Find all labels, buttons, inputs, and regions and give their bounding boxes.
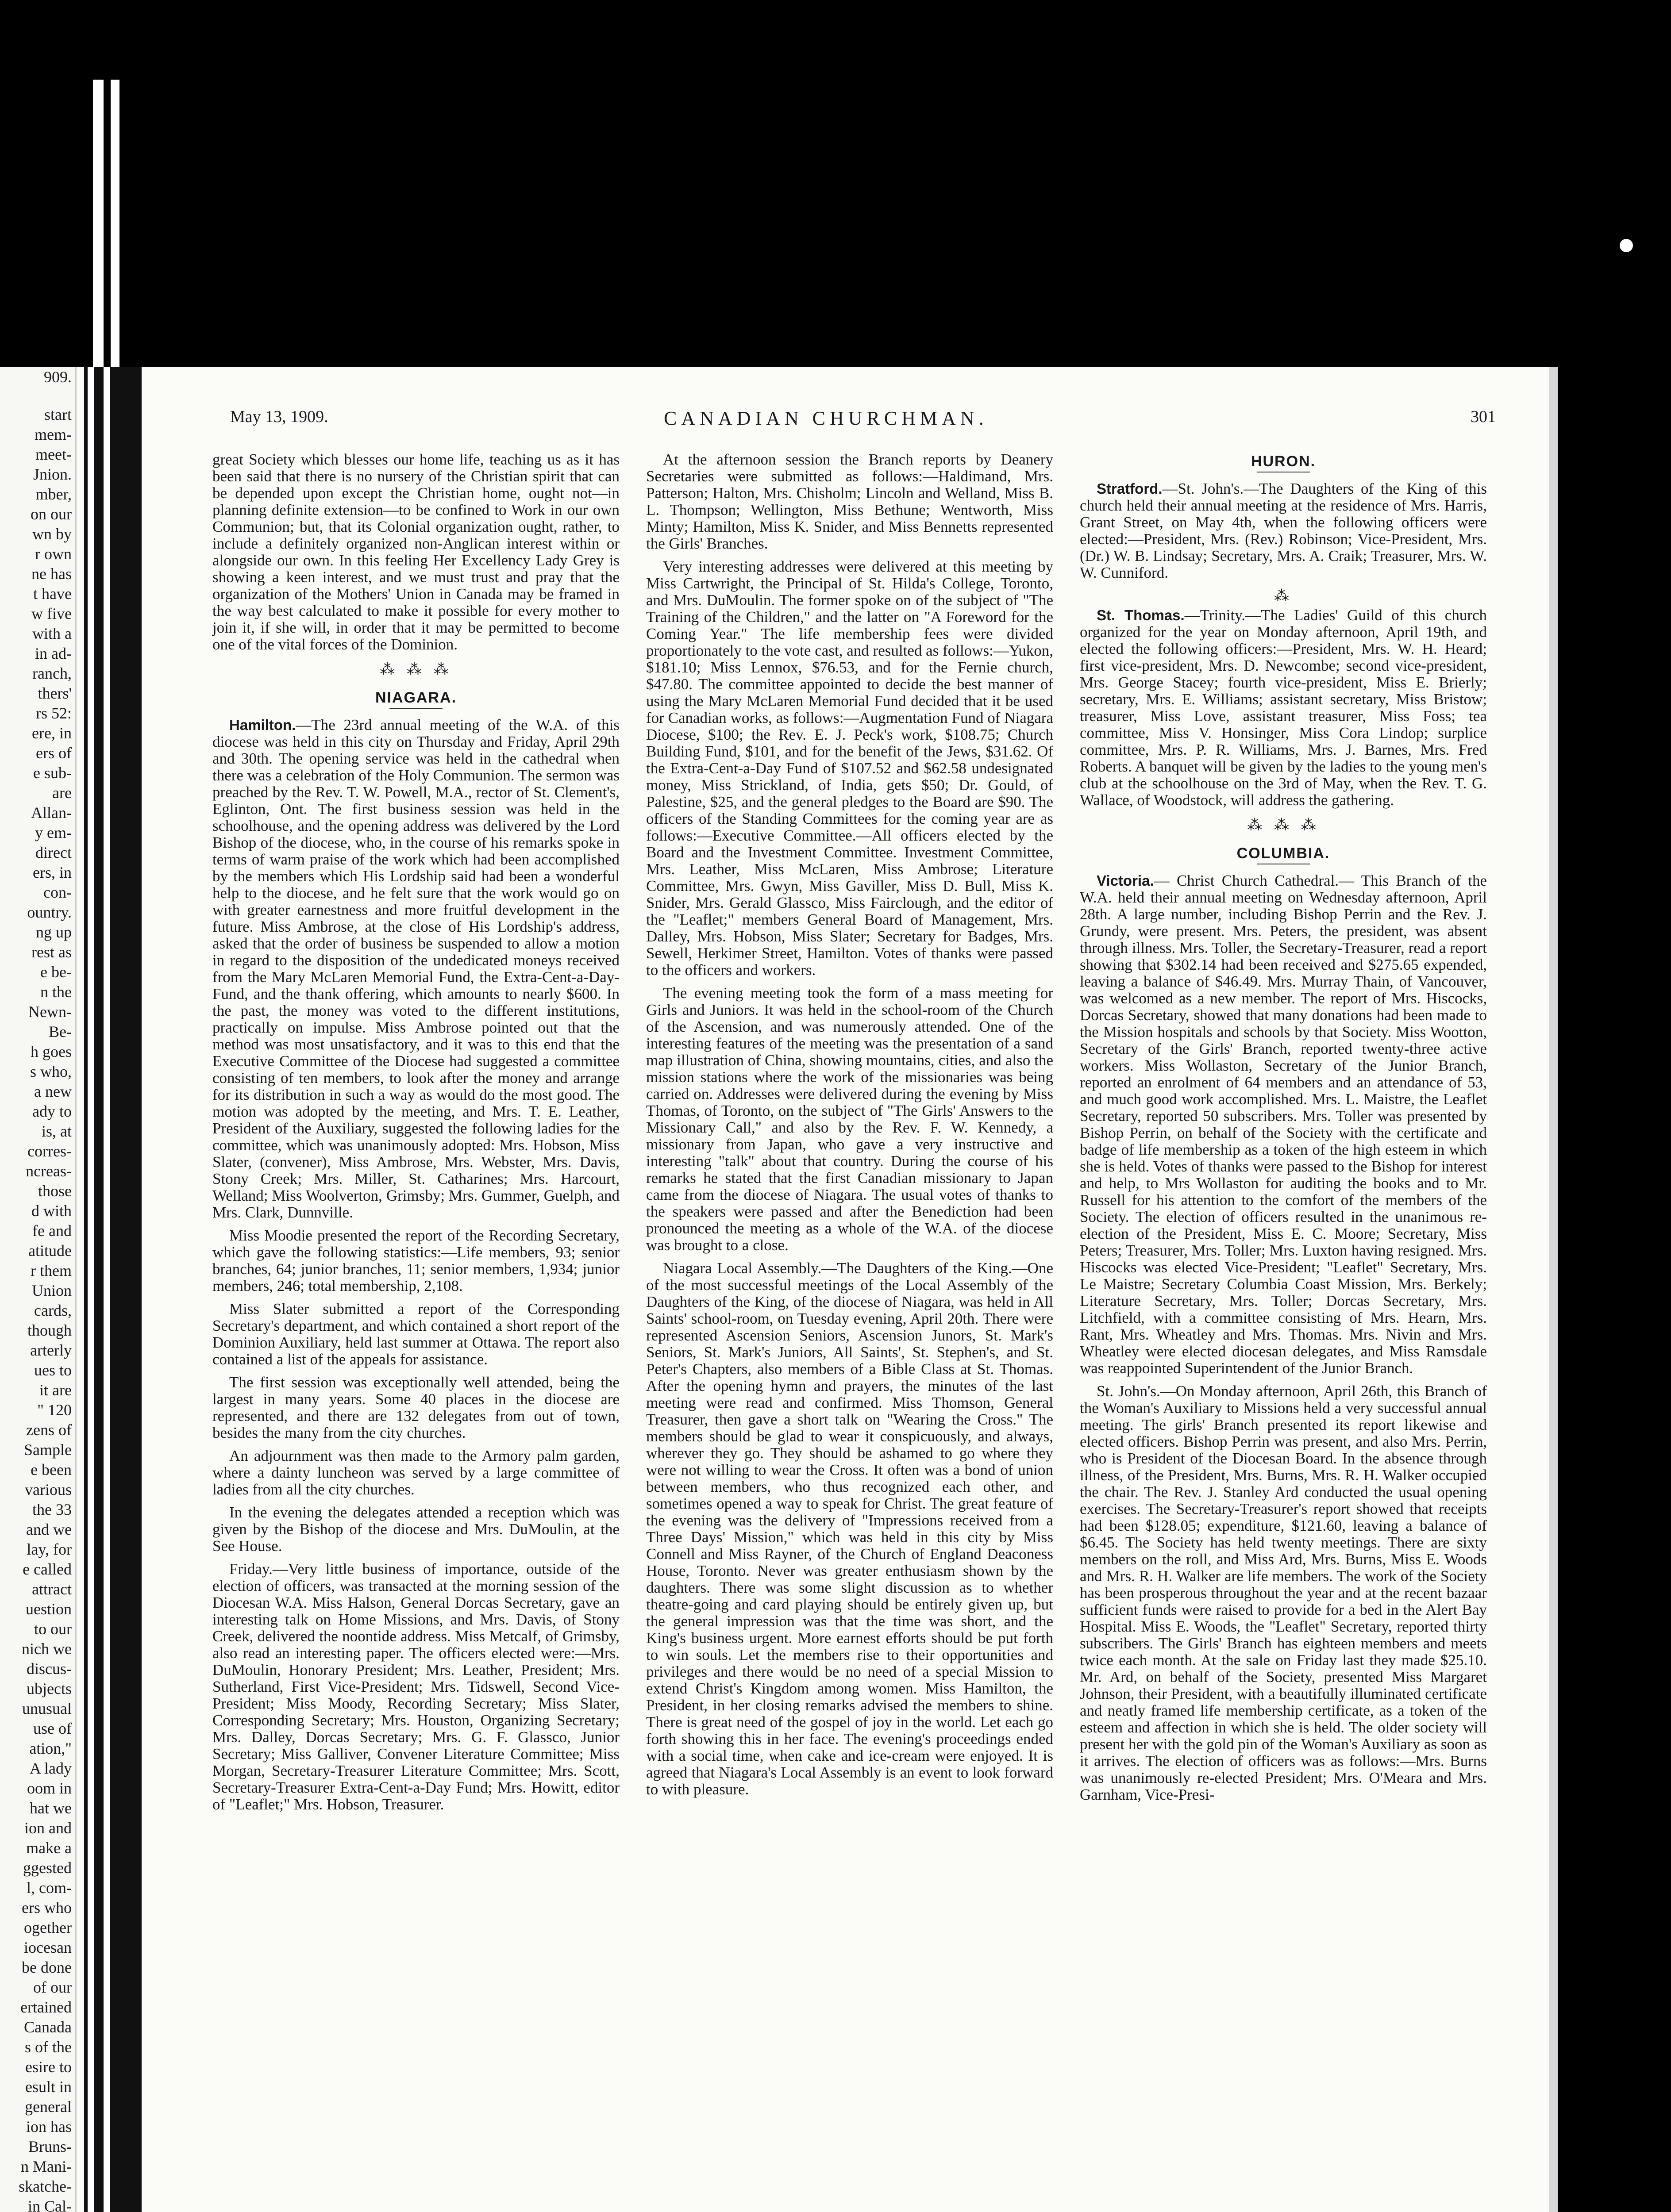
previous-page-line: is, at <box>42 1122 72 1140</box>
evening-meeting-paragraph: The evening meeting took the form of a mass meeting for Girls and Juniors. It was held in the school-room of the Church of the Ascension, and was numerously attended. One of the interesting features of the meeting was the presentation of a sand map illustration of China, showing mountains, cities, and also the mission stations where the work of the missionaries was being carried on. Addresses were delivered during the evening by Miss Thomas, of Toronto, on the subject of "The Girls' Answers to the Missionary Call," and also by the Rev. F. W. Kennedy, a missionary from Japan, who gave a very instructive and interesting "talk" about that country. During the course of his remarks he stated that the first Canadian missionary to Japan came from the diocese of Niagara. The usual votes of thanks to the speakers were passed and after the Benediction had been pronounced the meeting as a whole of the W.A. of the diocese was brought to a close. <box>646 984 1053 1254</box>
previous-page-line: the 33 <box>32 1501 72 1518</box>
previous-page-line: con- <box>43 883 72 901</box>
previous-page-line: e called <box>23 1560 72 1578</box>
previous-page-line: on our <box>31 505 72 523</box>
previous-page-line: esult in <box>25 2078 72 2096</box>
friday-paragraph: Friday.—Very little business of importance, outside of the election of officers, was transacted at the morning session of the Diocesan W.A. Miss Halson, General Dorcas Secretary, gave an interesting talk on Home Missions, and Mrs. Davis, of Stony Creek, delivered the noontide address. Miss Metcalf, of Grimsby, also read an interesting paper. The officers elected were:—Mrs. DuMoulin, Honorary President; Mrs. Leather, President; Mrs. Sutherland, First Vice-President; Mrs. Tidswell, Second Vice-President; Miss Moody, Recording Secretary; Miss Slater, Corresponding Secretary; Mrs. Houston, Organizing Secretary; Mrs. Dalley, Dorcas Secretary; Mrs. G. F. Glassco, Junior Secretary; Miss Galliver, Convener Literature Committee; Miss Morgan, Secretary-Treasurer Literature Committee; Mrs. Scott, Secretary-Treasurer Extra-Cent-a-Day Fund; Mrs. Howitt, editor of "Leaflet;" Mrs. Hobson, Treasurer. <box>212 1560 620 1813</box>
section-heading-huron: HURON. <box>1251 453 1316 470</box>
previous-page-line: ion and <box>24 1819 72 1837</box>
previous-page-line: and we <box>26 1521 72 1538</box>
previous-page-line: r them <box>31 1262 72 1279</box>
previous-page-line: with a <box>32 625 72 642</box>
previous-page-line: cards, <box>34 1302 72 1319</box>
st-thomas-lead: St. Thomas. <box>1097 607 1185 623</box>
previous-page-line: esire to <box>25 2058 72 2076</box>
previous-page-line: ncreas- <box>26 1162 72 1180</box>
previous-page-line: ation," <box>29 1740 72 1757</box>
st-thomas-text: —Trinity.—The Ladies' Guild of this church organized for the year on Monday afternoon, April 19th, and elected the following officers:—President, Mrs. W. H. Heard; first vice-president, Mrs. D. Newcombe; second vice-president, Mrs. George Stacey; fourth vice-president, Miss E. Brierly; secretary, Mrs. E. Williams; assistant secretary, Miss Bristow; treasurer, Miss Love, assistant treasurer, Miss Foss; tea committee, Miss V. Honsinger, Miss Cora Lindop; surplice committee, Mrs. P. R. Williams, Mrs. J. Barnes, Mrs. Fred Roberts. A banquet will be given by the ladies to the young men's club at the schoolhouse on the 3rd of May, when the Rev. T. G. Wallace, of Woodstock, will address the gathering. <box>1080 607 1487 809</box>
page-gutter <box>84 367 142 2212</box>
previous-page-line: hat we <box>30 1799 72 1817</box>
previous-page-line: oom in <box>27 1779 72 1797</box>
slater-paragraph: Miss Slater submitted a report of the Corresponding Secretary's department, and which contained a short report of the Dominion Auxiliary, held last summer at Ottawa. The report also contained a list of the appeals for assistance. <box>212 1300 620 1368</box>
hamilton-lead: Hamilton. <box>229 717 296 733</box>
previous-page-line: ogether <box>24 1919 72 1936</box>
previous-page-line: Sample <box>24 1441 72 1459</box>
section-heading-niagara: NIAGARA. <box>375 689 457 706</box>
evening-reception-paragraph: In the evening the delegates attended a reception which was given by the Bishop of the diocese and Mrs. DuMoulin, at the See House. <box>212 1504 620 1555</box>
previous-page-line: mber, <box>35 485 72 503</box>
previous-page-line: w five <box>31 605 72 622</box>
previous-page-line: e be- <box>40 963 72 981</box>
previous-page-line: meet- <box>35 445 72 463</box>
previous-page-line: ng up <box>36 923 72 941</box>
previous-page-line: e been <box>31 1461 72 1479</box>
previous-page-header: 909. <box>44 368 72 386</box>
previous-page-line: atitude <box>28 1242 72 1260</box>
stratford-lead: Stratford. <box>1097 480 1163 497</box>
previous-page-line: ggested <box>23 1859 72 1877</box>
previous-page-line: Newn- <box>28 1003 72 1021</box>
previous-page-line: n the <box>40 983 72 1001</box>
previous-page-line: unusual <box>22 1700 72 1717</box>
column-3 <box>1080 451 1487 1809</box>
previous-page-line: mem- <box>35 426 72 443</box>
first-session-paragraph: The first session was exceptionally well attended, being the largest in many years. Some 40 places in the diocese are represented, and there are 132 delegates from out of town, besides the many from the city churches. <box>212 1374 620 1441</box>
section-ornament: ⁂ ⁂ ⁂ <box>380 661 452 678</box>
stratford-text: —St. John's.—The Daughters of the King of this church held their annual meeting at the residence of Mrs. Harris, Grant Street, on May 4th, when the following officers were elected:—President, Mrs. (Rev.) Robinson; Vice-President, Mrs. (Dr.) W. B. Lindsay; Secretary, Mrs. A. Craik; Treasurer, Mrs. W. W. Cunniford. <box>1080 480 1487 581</box>
previous-page-line: though <box>27 1321 72 1339</box>
running-head <box>212 407 1496 434</box>
previous-page-line: corres- <box>27 1142 72 1160</box>
previous-page-line: t have <box>33 585 72 603</box>
column-1 <box>212 451 620 1819</box>
previous-page-line: are <box>52 784 72 802</box>
page-number: 301 <box>1471 407 1496 426</box>
previous-page-line: y em- <box>35 824 72 841</box>
previous-page-line: h goes <box>31 1043 72 1060</box>
previous-page-line: Union <box>32 1282 72 1299</box>
previous-page-line: Be- <box>49 1023 72 1041</box>
previous-page-line: n Mani- <box>21 2158 72 2175</box>
previous-page-line: s who, <box>30 1063 72 1080</box>
local-assembly-paragraph: Niagara Local Assembly.—The Daughters of the King.—One of the most successful meetings of the Local Assembly of the Daughters of the King, of the diocese of Niagara, was held in All Saints' school-room, on Tuesday evening, April 20th. There were represented Ascension Seniors, Ascension Junors, St. Mark's Seniors, St. Mark's Juniors, All Saints', St. Stephen's, and St. Peter's Chapters, also members of a Bible Class at St. Thomas. After the opening hymn and prayers, the minutes of the last meeting were read and confirmed. Miss Thomson, General Treasurer, then gave a short talk on "Wearing the Cross." The members should be glad to wear it conspicuously, and always, wherever they go. They should be ashamed to go where they were not willing to wear the Cross. It often was a bond of union between members, who thus recognized each other, and sometimes opened a way to speak for Christ. The great feature of the evening was the delivery of "Impressions received from a Three Days' Mission," which was held in this city by Miss Connell and Miss Rayner, of the Church of England Deaconess House, Toronto. Never was greater enthusiasm shown by the daughters. There was some slight discussion as to whether theatre-going and card playing should be entirely given up, but the general impression was that the time was short, and the King's business urgent. More earnest efforts should be put forth to win souls. Let the members rise to their opportunities and privileges and there would be no need of a special Mission to extend Christ's Kingdom among women. Miss Hamilton, the President, in her closing remarks advised the members to shine. There is great need of the gospel of joy in the world. Let each go forth showing this in her face. The evening's proceedings ended with a social time, when cake and ice-cream were enjoyed. It is agreed that Niagara's Local Assembly is an event to look forward to with pleasure. <box>646 1260 1053 1798</box>
hamilton-article <box>212 717 620 1221</box>
publication-title: CANADIAN CHURCHMAN. <box>664 407 988 429</box>
previous-page-line: ne has <box>31 565 72 583</box>
previous-page-line: Bruns- <box>28 2138 72 2155</box>
previous-page-line: skatche- <box>19 2177 72 2195</box>
adjournment-paragraph: An adjournment was then made to the Armory palm garden, where a dainty luncheon was served by a large committee of ladies from all the city churches. <box>212 1447 620 1498</box>
previous-page-line: discus- <box>27 1660 72 1678</box>
page-edge-shadow <box>1549 367 1558 2212</box>
previous-page-line: iocesan <box>24 1939 72 1956</box>
previous-page-line: thers' <box>38 684 72 702</box>
previous-page-line: ion has <box>26 2118 72 2135</box>
previous-page-line: to our <box>34 1620 72 1638</box>
previous-page-line: in Cal- <box>28 2197 72 2212</box>
previous-page-edge <box>0 367 77 2212</box>
previous-page-line: ere, in <box>32 724 72 742</box>
previous-page-line: be done <box>22 1959 72 1976</box>
previous-page-line: zens of <box>26 1421 72 1439</box>
previous-page-line: it are <box>39 1381 72 1399</box>
previous-page-line: make a <box>26 1839 72 1857</box>
previous-page-line: arterly <box>30 1341 72 1359</box>
previous-page-line: ers who <box>22 1899 72 1916</box>
previous-page-line: attract <box>32 1580 72 1598</box>
addresses-paragraph: Very interesting addresses were delivered at this meeting by Miss Cartwright, the Principal of St. Hilda's College, Toronto, and Mrs. DuMoulin. The former spoke on of the subject of "The Training of the Children," and the latter on "A Foreword for the Coming Year." The life membership fees were divided proportionately to the vote cast, and resulted as follows:—Yukon, $181.10; Miss Lennox, $76.53, and for the Fernie church, $47.80. The committee appointed to decide the best manner of using the Mary McLaren Memorial Fund decided that it be used for Canadian works, as follows:—Augmentation Fund of Niagara Diocese, $100; the Rev. E. J. Peck's work, $108.75; Church Building Fund, $101, and for the benefit of the Jews, $31.62. Of the Extra-Cent-a-Day Fund of $107.52 and $62.58 undesignated money, Miss Strickland, of India, gets $50; Dr. Gould, of Palestine, $25, and the general pledges to the Board are $90. The officers of the Standing Committees for the coming year are as follows:—Executive Committee.—All officers elected by the Board and the Investment Committee. Investment Committee, Mrs. Leather, Miss McLaren, Miss Ambrose; Literature Committee, Mrs. Gwyn, Miss Gaviller, Miss D. Bull, Miss K. Snider, Mrs. Gerald Glassco, Miss Fairclough, and the editor of the "Leaflet;" members General Board of Management, Mrs. Dalley, Mrs. Hobson, Miss Slater; Secretary for Badges, Mrs. Sewell, Herkimer Street, Hamilton. Votes of thanks were passed to the officers and workers. <box>646 558 1053 979</box>
previous-page-line: ers, in <box>33 864 72 881</box>
section-ornament: ⁂ ⁂ ⁂ <box>1247 816 1320 834</box>
previous-page-line: d with <box>31 1202 72 1220</box>
previous-page-line: fe and <box>32 1222 72 1240</box>
previous-page-line: ers of <box>36 744 72 762</box>
newspaper-page <box>0 367 1549 2212</box>
previous-page-line: ountry. <box>27 903 72 921</box>
previous-page-line: those <box>38 1182 72 1200</box>
previous-page-line: of our <box>33 1978 72 1996</box>
mothers-union-paragraph: great Society which blesses our home life, teaching us as it has been said that there is no nursery of the Christian spirit that can be depended upon except the Christian home, ought not—in planning definite extension—to be confined to Work in our own Communion; but, that its Colonial organization ought, rather, to include a definitely organized non-Anglican interest within or alongside our own. In this feeling Her Excellency Lady Grey is showing a keen interest, and we must trust and pray that the organization of the Mothers' Union in Canada may be framed in the way best calculated to make it possible for every mother to join it, if she will, in order that it may be permitted to become one of the vital forces of the Dominion. <box>212 451 620 653</box>
previous-page-line: A lady <box>30 1759 72 1777</box>
st-johns-paragraph: St. John's.—On Monday afternoon, April 26th, this Branch of the Woman's Auxiliary to Missions held a very successful annual meeting. The girls' Branch presented its report likewise and elected officers. Bishop Perrin was present, and also Mrs. Perrin, who is President of the Diocesan Board. In the absence through illness, of the President, Mrs. Burns, Mrs. R. H. Walker occupied the chair. The Rev. J. Stanley Ard conducted the usual opening exercises. The Secretary-Treasurer's report showed that receipts had been $128.05; expenditure, $121.60, leaving a balance of $6.45. The Society has held twenty meetings. There are sixty members on the roll, and Miss Ard, Mrs. Burns, Miss E. Woods and Mrs. R. H. Walker are life members. The work of the Society has been prosperous throughout the year and at the recent bazaar sufficient funds were raised to provide for a bed in the Alert Bay Hospital. Miss E. Woods, the "Leaflet" Secretary, reported thirty subscribers. The Girls' Branch has eighteen members and meets twice each month. At the sale on Friday last they made $25.10. Mr. Ard, on behalf of the Society, presented Miss Margaret Johnson, their President, with a beautifully illuminated certificate and neatly framed life membership certificate, as a token of the esteem and affection in which she is held. The older society will present her with the gold pin of the Woman's Auxiliary as soon as it arrives. The election of officers was as follows:—Mrs. Burns was unanimously re-elected President; Mrs. O'Meara and Mrs. Garnham, Vice-Presi- <box>1080 1382 1487 1803</box>
previous-page-line: " 120 <box>37 1401 72 1419</box>
previous-page-line: Allan- <box>31 804 72 822</box>
scan-marker <box>1620 239 1633 252</box>
previous-page-line: use of <box>33 1720 72 1737</box>
previous-page-lines <box>0 405 75 2212</box>
previous-page-line: start <box>44 406 72 423</box>
previous-page-line: wn by <box>32 525 72 543</box>
previous-page-line: s of the <box>25 2038 72 2056</box>
st-thomas-article <box>1080 607 1487 809</box>
previous-page-line: r own <box>35 545 72 563</box>
section-rule <box>389 708 443 709</box>
victoria-text: — Christ Church Cathedral.— This Branch of the W.A. held their annual meeting on Wednesday afternoon, April 28th. A large number, including Bishop Perrin and the Rev. J. Grundy, were present. Mrs. Peters, the president, was absent through illness. Mrs. Toller, the Secretary-Treasurer, read a report showing that $302.14 had been received and $275.65 expended, leaving a balance of $46.49. Mrs. Murray Thain, of Vancouver, was welcomed as a new member. The report of Mrs. Hiscocks, Dorcas Secretary, showed that many donations had been made to the Mission hospitals and schools by that Society. Miss Wootton, Secretary of the Girls' Branch, reported twenty-three active workers. Miss Wollaston, Secretary of the Junior Branch, reported an enrolment of 64 members and an attendance of 53, and much good work accomplished. Mrs. L. Maistre, the Leaflet Secretary, reported 50 subscribers. Mrs. Toller was presented by Bishop Perrin, on behalf of the Society with the certificate and badge of life membership as a token of the high esteem in which she is held. Votes of thanks were passed to the Bishop for interest and help, to Mrs Wollaston for auditing the books and to Mr. Russell for his attention to the comfort of the members of the Society. The election of officers resulted in the unanimous re-election of the President, Miss E. C. Moore; Secretary, Miss Peters; Treasurer, Mrs. Toller; Mrs. Luxton having resigned. Mrs. Hiscocks was elected Vice-President; "Leaflet" Secretary, Mrs. Le Maistre; Secretary Columbia Coast Mission, Mrs. Berkely; Literature Secretary, Mrs. Toller; Dorcas Secretary, Mrs. Litchfield, with a committee consisting of Mrs. Hearn, Mrs. Rant, Mrs. Wheatley and Mrs. Thomas. Mrs. Nivin and Mrs. Wheatley were elected diocesan delegates, and Miss Ramsdale was reappointed Superintendent of the Junior Branch. <box>1080 872 1487 1377</box>
previous-page-line: uestion <box>26 1600 72 1618</box>
section-heading-columbia: COLUMBIA. <box>1236 845 1330 862</box>
previous-page-line: nich we <box>22 1640 72 1658</box>
previous-page-line: various <box>25 1481 72 1498</box>
hamilton-text: —The 23rd annual meeting of the W.A. of this diocese was held in this city on Thursday and Friday, April 29th and 30th. The opening service was held in the cathedral when there was a celebration of the Holy Communion. The sermon was preached by the Rev. T. W. Powell, M.A., rector of St. Clement's, Eglinton, Ont. The first business session was held in the schoolhouse, and the opening address was delivered by the Lord Bishop of the diocese, who, in the course of his remarks spoke in terms of warm praise of the work which had been accomplished by the members which His Lordship said had been a wonderful help to the diocese, and he felt sure that the work would go on with greater earnestness and more fruitful development in the future. Miss Ambrose, at the close of His Lordship's address, asked that the order of business be suspended to allow a motion in regard to the disposition of the undedicated moneys received from the Mary McLaren Memorial Fund, the Extra-Cent-a-Day-Fund, and the thank offering, which amounts to nearly $600. In the past, the money was voted to the different institutions, practically on impulse. Miss Ambrose pointed out that the method was most unsatisfactory, and it was to this end that the Executive Committee of the Diocese had suggested a committee consisting of ten members, to look after the money and arrange for its distribution in such a way as would do the most good. The motion was adopted by the meeting, and Mrs. T. E. Leather, President of the Auxiliary, suggested the following ladies for the committee, which was unanimously adopted: Mrs. Hobson, Miss Slater, (convener), Miss Ambrose, Mrs. Webster, Mrs. Davis, Stony Creek; Mrs. Miller, St. Catharines; Mrs. Harcourt, Welland; Miss Woolverton, Grimsby; Mrs. Gummer, Guelph, and Mrs. Clark, Dunnville. <box>212 716 620 1221</box>
stratford-article <box>1080 480 1487 581</box>
previous-page-line: ady to <box>32 1102 72 1120</box>
previous-page-line: a new <box>34 1083 72 1100</box>
previous-page-line: Jnion. <box>33 465 72 483</box>
previous-page-line: l, com- <box>27 1879 72 1897</box>
previous-page-line: in ad- <box>35 645 72 662</box>
column-2 <box>646 451 1053 1804</box>
victoria-article <box>1080 872 1487 1377</box>
issue-date: May 13, 1909. <box>230 407 328 426</box>
moodie-paragraph: Miss Moodie presented the report of the Recording Secretary, which gave the following statistics:—Life members, 93; senior branches, 64; junior branches, 11; senior members, 1,934; junior members, 246; total membership, 2,108. <box>212 1227 620 1294</box>
previous-page-line: Canada <box>24 2018 72 2036</box>
previous-page-line: ues to <box>34 1361 72 1379</box>
previous-page-line: ranch, <box>32 664 72 682</box>
previous-page-line: rest as <box>31 943 72 961</box>
small-ornament: ⁂ <box>1274 587 1293 605</box>
previous-page-line: general <box>25 2098 72 2116</box>
previous-page-line: e sub- <box>33 764 72 782</box>
previous-page-line: rs 52: <box>36 704 72 722</box>
previous-page-line: lay, for <box>27 1540 72 1558</box>
previous-page-line: ubjects <box>27 1680 72 1697</box>
previous-page-line: ertained <box>20 1998 72 2016</box>
victoria-lead: Victoria. <box>1097 872 1154 889</box>
previous-page-line: direct <box>35 844 72 861</box>
afternoon-session-paragraph: At the afternoon session the Branch reports by Deanery Secretaries were submitted as follows:—Haldimand, Mrs. Patterson; Halton, Mrs. Chisholm; Lincoln and Welland, Miss B. L. Thompson; Wellington, Miss Bethune; Wentworth, Miss Minty; Hamilton, Miss K. Snider, and Miss Bennetts represented the Girls' Branches. <box>646 451 1053 552</box>
